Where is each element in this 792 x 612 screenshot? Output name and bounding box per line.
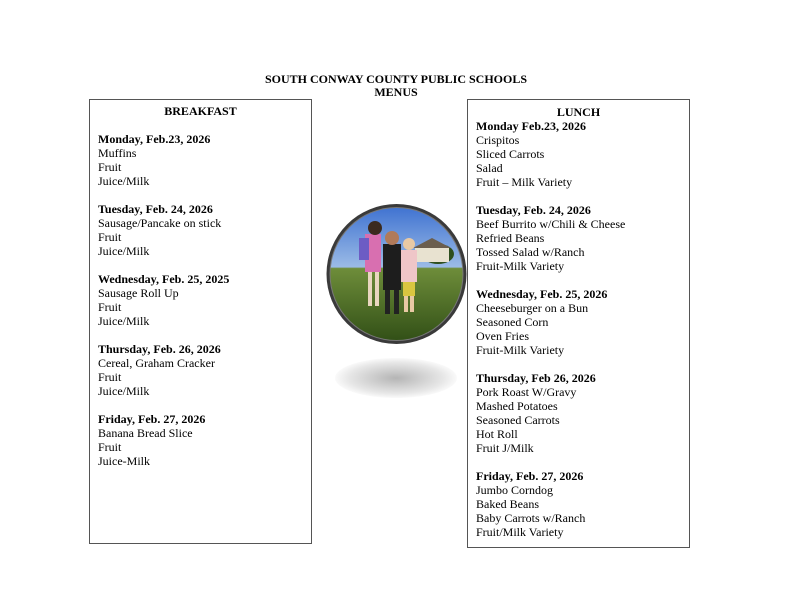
breakfast-day-tuesday xyxy=(98,202,303,258)
family-photo-icon xyxy=(323,204,470,344)
breakfast-day-friday xyxy=(98,412,303,468)
menu-item: Fruit xyxy=(98,160,122,174)
menu-item: Baked Beans xyxy=(476,497,539,511)
day-heading: Thursday, Feb 26, 2026 xyxy=(476,371,596,385)
menu-item: Crispitos xyxy=(476,133,520,147)
breakfast-title: BREAKFAST xyxy=(164,104,237,118)
menu-item: Cereal, Graham Cracker xyxy=(98,356,215,370)
menu-item: Oven Fries xyxy=(476,329,529,343)
day-heading: Wednesday, Feb. 25, 2026 xyxy=(476,287,608,301)
page-title xyxy=(0,73,792,99)
menu-item: Fruit xyxy=(98,230,122,244)
menu-item: Sausage/Pancake on stick xyxy=(98,216,222,230)
menu-item: Seasoned Corn xyxy=(476,315,549,329)
day-heading: Tuesday, Feb. 24, 2026 xyxy=(476,203,591,217)
menu-item: Banana Bread Slice xyxy=(98,426,193,440)
lunch-day-wednesday xyxy=(476,287,681,357)
menu-item: Baby Carrots w/Ranch xyxy=(476,511,586,525)
lunch-day-friday xyxy=(476,469,681,539)
menu-item: Salad xyxy=(476,161,503,175)
page-title-line1: SOUTH CONWAY COUNTY PUBLIC SCHOOLS xyxy=(264,72,528,86)
lunch-day-thursday xyxy=(476,371,681,455)
day-heading: Monday Feb.23, 2026 xyxy=(476,119,587,133)
menu-item: Fruit – Milk Variety xyxy=(476,175,573,189)
page-title-line2: MENUS xyxy=(374,85,418,99)
menu-item: Mashed Potatoes xyxy=(476,399,558,413)
breakfast-menu-box xyxy=(89,99,312,544)
menu-item: Seasoned Carrots xyxy=(476,413,560,427)
menu-item: Cheeseburger on a Bun xyxy=(476,301,589,315)
menu-item: Juice/Milk xyxy=(98,314,150,328)
day-heading: Tuesday, Feb. 24, 2026 xyxy=(98,202,213,216)
day-heading: Friday, Feb. 27, 2026 xyxy=(98,412,206,426)
menu-item: Fruit xyxy=(98,300,122,314)
breakfast-day-thursday xyxy=(98,342,303,398)
menu-item: Tossed Salad w/Ranch xyxy=(476,245,585,259)
day-heading: Wednesday, Feb. 25, 2025 xyxy=(98,272,230,286)
photo-shadow xyxy=(335,358,457,398)
menu-item: Sausage Roll Up xyxy=(98,286,179,300)
menu-item: Sliced Carrots xyxy=(476,147,545,161)
menu-item: Refried Beans xyxy=(476,231,545,245)
menu-item: Fruit xyxy=(98,370,122,384)
menu-item: Fruit xyxy=(98,440,122,454)
menu-item: Juice/Milk xyxy=(98,244,150,258)
menu-item: Beef Burrito w/Chili & Cheese xyxy=(476,217,626,231)
lunch-day-monday xyxy=(476,119,681,189)
breakfast-day-wednesday xyxy=(98,272,303,328)
breakfast-day-monday xyxy=(98,132,303,188)
menu-item: Fruit J/Milk xyxy=(476,441,534,455)
menu-item: Muffins xyxy=(98,146,137,160)
menu-item: Juice/Milk xyxy=(98,174,150,188)
menu-item: Hot Roll xyxy=(476,427,518,441)
menu-item: Fruit-Milk Variety xyxy=(476,259,565,273)
menu-item: Pork Roast W/Gravy xyxy=(476,385,577,399)
lunch-title: LUNCH xyxy=(556,105,601,119)
menu-item: Juice-Milk xyxy=(98,454,150,468)
menu-item: Fruit-Milk Variety xyxy=(476,343,565,357)
day-heading: Monday, Feb.23, 2026 xyxy=(98,132,211,146)
menu-item: Juice/Milk xyxy=(98,384,150,398)
menu-item: Jumbo Corndog xyxy=(476,483,554,497)
family-photo xyxy=(323,204,470,344)
day-heading: Thursday, Feb. 26, 2026 xyxy=(98,342,221,356)
day-heading: Friday, Feb. 27, 2026 xyxy=(476,469,584,483)
lunch-menu-box xyxy=(467,99,690,548)
lunch-day-tuesday xyxy=(476,203,681,273)
menu-item: Fruit/Milk Variety xyxy=(476,525,564,539)
